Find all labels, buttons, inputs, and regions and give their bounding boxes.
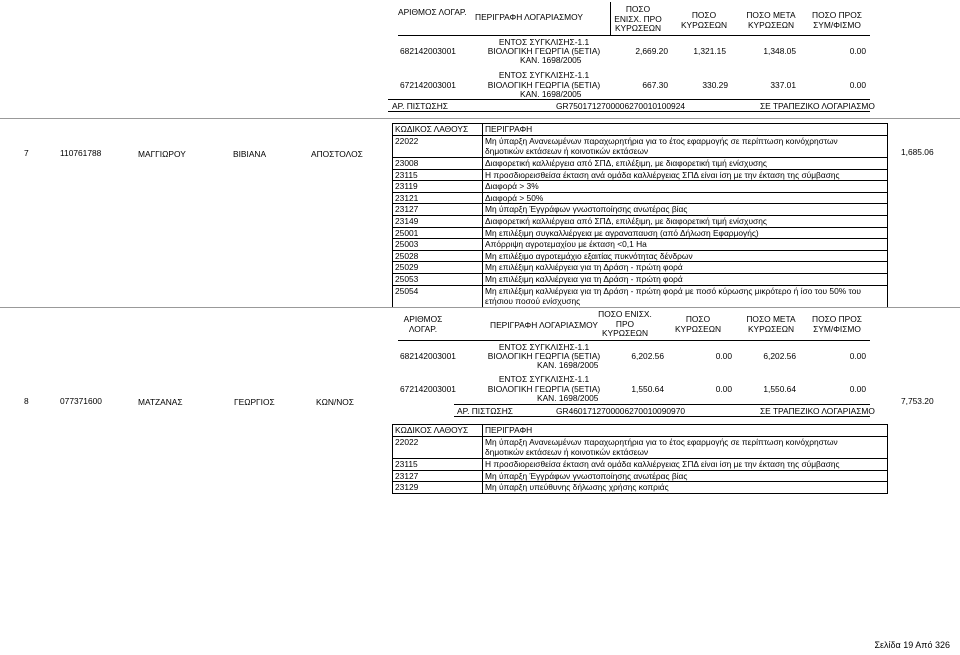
table-row [393,482,888,494]
table-row [393,192,888,204]
account-desc-line: ΕΝΤΟΣ ΣΥΓΚΛΙΣΗΣ-1.1 [498,374,590,384]
farmer-id: 110761788 [60,148,102,158]
iban-label: ΑΡ. ΠΙΣΤΩΣΗΣ [392,101,448,111]
table-row [393,459,888,471]
farmer-id: 077371600 [60,396,102,406]
amount-offset: 0.00 [849,46,866,56]
table-row [393,216,888,228]
error-code: 22022 [393,436,483,459]
table-row [393,239,888,251]
amount-sanctions: 1,321.15 [693,46,726,56]
error-code: 23115 [393,459,483,471]
error-code: 25054 [393,285,483,308]
hdr-amount-offset: ΠΟΣΟ ΠΡΟΣ ΣΥΜ/ΦΙΣΜΟ [812,10,862,30]
account-desc-line: ΚΑΝ. 1698/2005 [520,55,582,65]
amount-offset: 0.00 [849,384,866,394]
farmer-index: 7 [24,148,29,158]
error-desc: Διαφορετική καλλιέργεια από ΣΠΔ, επιλέξιμη, με διαφορετική τιμή ενίσχυσης [483,216,888,228]
farmer-name: ΓΕΩΡΓΙΟΣ [234,397,275,407]
error-desc: Μη ύπαρξη Έγγράφων γνωστοποίησης ανωτέρας βίας [483,470,888,482]
amount-before: 2,669.20 [635,46,668,56]
account-desc-line: ΕΝΤΟΣ ΣΥΓΚΛΙΣΗΣ-1.1 [498,37,590,47]
farmer-surname: ΜΑΤΖΑΝΑΣ [138,397,183,407]
table-row [393,250,888,262]
hdr-amount-offset: ΠΟΣΟ ΠΡΟΣ ΣΥΜ/ΦΙΣΜΟ [812,314,862,334]
error-code: 23127 [393,204,483,216]
error-desc: Διαφορά > 3% [483,181,888,193]
error-code: 23008 [393,158,483,170]
hdr-account-desc: ΠΕΡΙΓΡΑΦΗ ΛΟΓΑΡΙΑΣΜΟΥ [475,12,583,22]
table-header-row [393,425,888,437]
table-row [393,262,888,274]
hdr-amount-sanctions: ΠΟΣΟ ΚΥΡΩΣΕΩΝ [674,314,722,334]
error-desc: Μη επιλέξιμη συγκαλλιέργεια με αγραναπαυση (από Δήλωση Εφαρμογής) [483,227,888,239]
farmer-father-name: ΑΠΟΣΤΟΛΟΣ [311,149,363,159]
hdr-error-code: ΚΩΔΙΚΟΣ ΛΑΘΟΥΣ [393,425,483,437]
error-code: 22022 [393,135,483,158]
amount-after: 6,202.56 [763,351,796,361]
account-desc-line: ΒΙΟΛΟΓΙΚΗ ΓΕΩΡΓΙΑ (5ΕΤΙΑ) [487,80,601,90]
table-row [393,436,888,459]
hdr-account-desc: ΠΕΡΙΓΡΑΦΗ ΛΟΓΑΡΙΑΣΜΟΥ [490,320,598,330]
error-desc: Η προσδιορεισθείσα έκταση ανά ομάδα καλλιέργειας ΣΠΔ είναι ίση με την έκταση της σύμβασης [483,169,888,181]
account-number: 682142003001 [400,46,456,56]
table-row [393,470,888,482]
account-number: 672142003001 [400,80,456,90]
hdr-amount-after: ΠΟΣΟ ΜΕΤΑ ΚΥΡΩΣΕΩΝ [746,10,796,30]
amount-after: 337.01 [770,80,796,90]
hdr-amount-after: ΠΟΣΟ ΜΕΤΑ ΚΥΡΩΣΕΩΝ [746,314,796,334]
error-code: 23119 [393,181,483,193]
error-desc: Μη ύπαρξη Έγγράφων γνωστοποίησης ανωτέρας βίας [483,204,888,216]
error-codes-table [392,123,888,308]
amount-before: 1,550.64 [631,384,664,394]
hdr-account-number: ΑΡΙΘΜΟΣ ΛΟΓΑΡ. [398,7,467,17]
amount-sanctions: 330.29 [702,80,728,90]
hdr-amount-before: ΠΟΣΟ ΕΝΙΣΧ. ΠΡΟ ΚΥΡΩΣΕΩΝ [614,4,662,33]
error-desc: Μη ύπαρξη Ανανεωμένων παραχωρητήρια για το έτος εφαρμογής σε περίπτωση κοινόχρηστων δημοτικών εκτάσεων ή κοινοτικών εκτάσεων [483,135,888,158]
amount-before: 667.30 [642,80,668,90]
account-desc-line: ΒΙΟΛΟΓΙΚΗ ΓΕΩΡΓΙΑ (5ΕΤΙΑ) [487,351,601,361]
iban-value: GR7501712700006270010100924 [556,101,686,111]
table-row [393,274,888,286]
table-row [393,169,888,181]
account-desc-line: ΕΝΤΟΣ ΣΥΓΚΛΙΣΗΣ-1.1 [498,342,590,352]
amount-after: 1,550.64 [763,384,796,394]
error-code: 23121 [393,192,483,204]
account-desc-line: ΚΑΝ. 1698/2005 [520,89,582,99]
error-code: 23115 [393,169,483,181]
iban-value: GR4601712700006270010090970 [556,406,686,416]
bank-account-label: ΣΕ ΤΡΑΠΕΖΙΚΟ ΛΟΓΑΡΙΑΣΜΟ [760,101,875,111]
hdr-description: ΠΕΡΙΓΡΑΦΗ [483,124,888,136]
table-row [393,285,888,308]
account-number: 682142003001 [400,351,456,361]
amount-offset: 0.00 [849,80,866,90]
hdr-description: ΠΕΡΙΓΡΑΦΗ [483,425,888,437]
amount-sanctions: 0.00 [715,384,732,394]
table-row [393,181,888,193]
table-header-row [393,124,888,136]
account-number: 672142003001 [400,384,456,394]
error-code: 25029 [393,262,483,274]
amount-before: 6,202.56 [631,351,664,361]
table-row [393,204,888,216]
error-codes-table [392,424,888,494]
error-code: 23149 [393,216,483,228]
farmer-father-name: ΚΩΝ/ΝΟΣ [316,397,354,407]
farmer-total: 1,685.06 [901,147,934,157]
iban-label: ΑΡ. ΠΙΣΤΩΣΗΣ [457,406,513,416]
error-code: 25003 [393,239,483,251]
page-number: Σελίδα 19 Από 326 [874,640,950,650]
account-desc-line: ΚΑΝ. 1698/2005 [537,393,599,403]
farmer-name: ΒΙΒΙΑΝΑ [233,149,267,159]
error-code: 25001 [393,227,483,239]
farmer-total: 7,753.20 [901,396,934,406]
error-code: 23127 [393,470,483,482]
amount-after: 1,348.05 [763,46,796,56]
hdr-amount-before: ΠΟΣΟ ΕΝΙΣΧ. ΠΡΟ ΚΥΡΩΣΕΩΝ [598,309,652,338]
error-desc: Μη ύπαρξη Ανανεωμένων παραχωρητήρια για το έτος εφαρμογής σε περίπτωση κοινόχρηστων δημοτικών εκτάσεων ή κοινοτικών εκτάσεων [483,436,888,459]
bank-account-label: ΣΕ ΤΡΑΠΕΖΙΚΟ ΛΟΓΑΡΙΑΣΜΟ [760,406,875,416]
error-desc: Μη ύπαρξη υπεύθυνης δήλωσης χρήσης κοπριάς [483,482,888,494]
amount-offset: 0.00 [849,351,866,361]
error-code: 23129 [393,482,483,494]
account-desc-line: ΒΙΟΛΟΓΙΚΗ ΓΕΩΡΓΙΑ (5ΕΤΙΑ) [487,384,601,394]
error-desc: Μη επιλέξιμο αγροτεμάχιο εξαιτίας πυκνότητας δένδρων [483,250,888,262]
table-row [393,158,888,170]
error-code: 25053 [393,274,483,286]
error-desc: Η προσδιορεισθείσα έκταση ανά ομάδα καλλιέργειας ΣΠΔ είναι ίση με την έκταση της σύμβασης [483,459,888,471]
account-desc-line: ΚΑΝ. 1698/2005 [537,360,599,370]
error-desc: Μη επιλέξιμη καλλιέργεια για τη Δράση - πρώτη φορά [483,274,888,286]
account-desc-line: ΒΙΟΛΟΓΙΚΗ ΓΕΩΡΓΙΑ (5ΕΤΙΑ) [487,46,601,56]
amount-sanctions: 0.00 [715,351,732,361]
error-desc: Απόρριψη αγροτεμαχίου με έκταση <0,1 Ha [483,239,888,251]
hdr-error-code: ΚΩΔΙΚΟΣ ΛΑΘΟΥΣ [393,124,483,136]
hdr-amount-sanctions: ΠΟΣΟ ΚΥΡΩΣΕΩΝ [680,10,728,30]
error-desc: Διαφορετική καλλιέργεια από ΣΠΔ, επιλέξιμη, με διαφορετική τιμή ενίσχυσης [483,158,888,170]
table-row [393,227,888,239]
table-row [393,135,888,158]
error-code: 25028 [393,250,483,262]
hdr-account-number: ΑΡΙΘΜΟΣ ΛΟΓΑΡ. [403,314,443,334]
farmer-surname: ΜΑΓΓΙΩΡΟΥ [138,149,186,159]
error-desc: Μη επιλέξιμη καλλιέργεια για τη Δράση - πρώτη φορά [483,262,888,274]
error-desc: Διαφορά > 50% [483,192,888,204]
account-desc-line: ΕΝΤΟΣ ΣΥΓΚΛΙΣΗΣ-1.1 [498,70,590,80]
farmer-index: 8 [24,396,29,406]
error-desc: Μη επιλέξιμη καλλιέργεια για τη Δράση - πρώτη φορά με ποσό κύρωσης μικρότερο ή ίσο του 50% του ετήσιου ποσού ενίσχυσης [483,285,888,308]
